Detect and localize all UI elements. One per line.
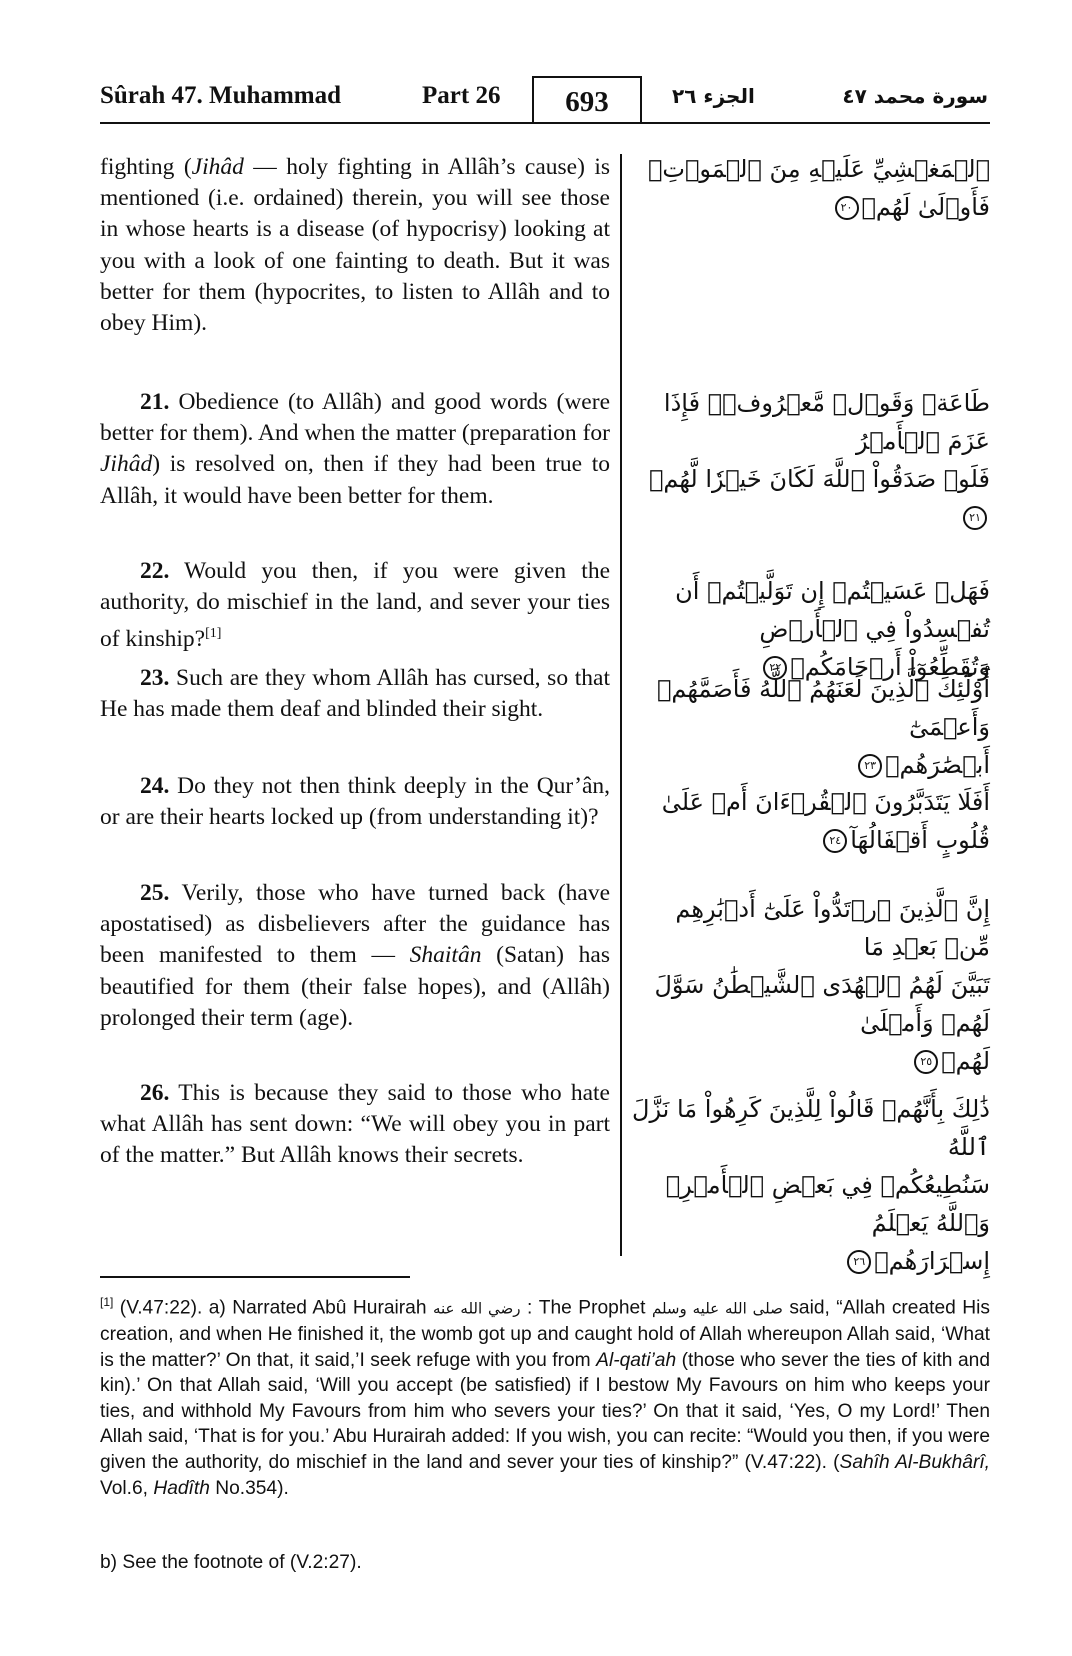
verse-25-text: 25. Verily, those who have turned back (have apostatised) as disbelievers after the guidance has been manifested to them — Shaitân (Satan) has beautified for them (their false hopes), and (Allâh) prolonged their term (age).: [100, 880, 611, 1031]
verse-number: 25.: [140, 880, 170, 906]
verse-number: 22.: [140, 558, 170, 584]
column-divider: [620, 154, 622, 1256]
ayah-end-marker: ٢٥: [914, 1050, 938, 1074]
verse-24-text: 24. Do they not then think deeply in the Qur’ân, or are their hearts locked up (from understanding it)?: [100, 773, 610, 831]
verse-26-arabic: ذَٰلِكَ بِأَنَّهُمۡ قَالُواْ لِلَّذِينَ كَرِهُواْ مَا نَزَّلَ ٱللَّهُ سَنُطِيعُكُمۡ فِي بَعۡضِ ٱلۡأَمۡرِۖ وَٱللَّهُ يَعۡلَمُ إِسۡرَارَهُمۡ٢٦: [632, 1095, 990, 1275]
verse-25-arabic: إِنَّ ٱلَّذِينَ ٱرۡتَدُّواْ عَلَىٰٓ أَدۡبَٰرِهِم مِّنۢ بَعۡدِ مَا تَبَيَّنَ لَهُمُ ٱلۡهُدَى ٱلشَّيۡطَٰنُ سَوَّلَ لَهُمۡ وَأَمۡلَىٰ لَهُمۡ٢٥: [654, 895, 990, 1075]
verse-23-text: 23. Such are they whom Allâh has cursed, so that He has made them deaf and blinded their sight.: [100, 665, 610, 723]
page-number: 693: [565, 86, 609, 118]
arabic-part-label: الجزء ٢٦: [672, 84, 755, 108]
verse-22-arabic: فَهَلۡ عَسَيۡتُمۡ إِن تَوَلَّيۡتُمۡ أَن تُفۡسِدُواْ فِي ٱلۡأَرۡضِ وَتُقَطِّعُوٓاْ أَرۡحَامَكُمۡ٢٢: [675, 577, 990, 681]
ayah-end-marker: ٢٦: [847, 1250, 871, 1274]
footnote-divider: [100, 1276, 410, 1278]
arabic-surah-title: سورة محمد ٤٧: [842, 84, 988, 108]
verse-number: 21.: [140, 389, 170, 415]
verse-26-text: 26. This is because they said to those who hate what Allâh has sent down: “We will obey you in part of the matter.” But Allâh knows their secrets.: [100, 1080, 610, 1169]
part-label: Part 26: [422, 82, 501, 109]
page-header: [100, 78, 988, 124]
verse-21-text: 21. Obedience (to Allâh) and good words (were better for them). And when the matter (preparation for Jihâd) is resolved on, then if they had been true to Allâh, it would have been better for them.: [100, 389, 610, 509]
ayah-end-marker: ٢٤: [823, 829, 847, 853]
footnote-reference: [1]: [205, 626, 222, 642]
footnote-marker: [1]: [100, 1295, 114, 1309]
ayah-end-marker: ٢٠: [835, 196, 859, 220]
verse-20-text: fighting (Jihâd — holy fighting in Allâh’s cause) is mentioned (i.e. ordained) therein, you will see those in whose hearts is a disease (of hypocrisy) looking at you with a look of one fainting to death. But it was better for them (hypocrites, to listen to Allâh and to obey Him).: [100, 154, 610, 337]
footnote-b: b) See the footnote of (V.2:27).: [100, 1552, 362, 1573]
header-divider: [100, 122, 990, 124]
verse-24-arabic: أَفَلَا يَتَدَبَّرُونَ ٱلۡقُرۡءَانَ أَمۡ عَلَىٰ قُلُوبٍ أَقۡفَالُهَآ٢٤: [661, 788, 990, 854]
ayah-end-marker: ٢٣: [858, 754, 882, 778]
verse-23-arabic: أُوْلَٰٓئِكَ ٱلَّذِينَ لَعَنَهُمُ ٱللَّهُ فَأَصَمَّهُمۡ وَأَعۡمَىٰٓ أَبۡصَٰرَهُمۡ٢٣: [657, 675, 990, 779]
verse-21-arabic: طَاعَةٞ وَقَوۡلٞ مَّعۡرُوفٞۚ فَإِذَا عَزَمَ ٱلۡأَمۡرُ فَلَوۡ صَدَقُواْ ٱللَّهَ لَكَانَ خَيۡرٗا لَّهُمۡ٢١: [630, 384, 990, 536]
footnote-a: [1] (V.47:22). a) Narrated Abû Hurairah رضي الله عنه : The Prophet صلى الله عليه وسلم said, “Allah created His creation, and when He finished it, the womb got up and caught hold of Allah whereupon Allah said, ‘What is the matter?’ On that, it said,’I seek refuge with you from Al-qati’ah (those who sever the ties of kith and kin).’ On that Allah said, ‘Will you accept (be satisfied) if I bestow My Favours on him who keeps your ties, and withhold My Favours from him who severs your ties?’ On that it said, ‘Yes, O my Lord!’ Then Allah said, ‘That is for you.’ Abu Hurairah added: If you wish, you can recite: “Would you then, if you were given the authority, do mischief in the land and sever your ties of kinship?” (V.47:22). (Sahîh Al-Bukhârî, Vol.6, Hadîth No.354).: [100, 1295, 991, 1499]
verse-number: 23.: [140, 665, 170, 691]
verse-number: 26.: [140, 1080, 170, 1106]
verse-20-arabic: ٱلۡمَغۡشِيِّ عَلَيۡهِ مِنَ ٱلۡمَوۡتِۖ فَأَوۡلَىٰ لَهُمۡ٢٠: [648, 155, 990, 221]
page-number-box: [532, 76, 642, 122]
verse-number: 24.: [140, 773, 170, 799]
ayah-end-marker: ٢٢: [763, 656, 787, 680]
verse-22-text: 22. Would you then, if you were given the authority, do mischief in the land, and sever your ties of kinship?[1]: [100, 558, 610, 653]
ayah-end-marker: ٢١: [963, 506, 987, 530]
surah-title: Sûrah 47. Muhammad: [100, 82, 342, 109]
